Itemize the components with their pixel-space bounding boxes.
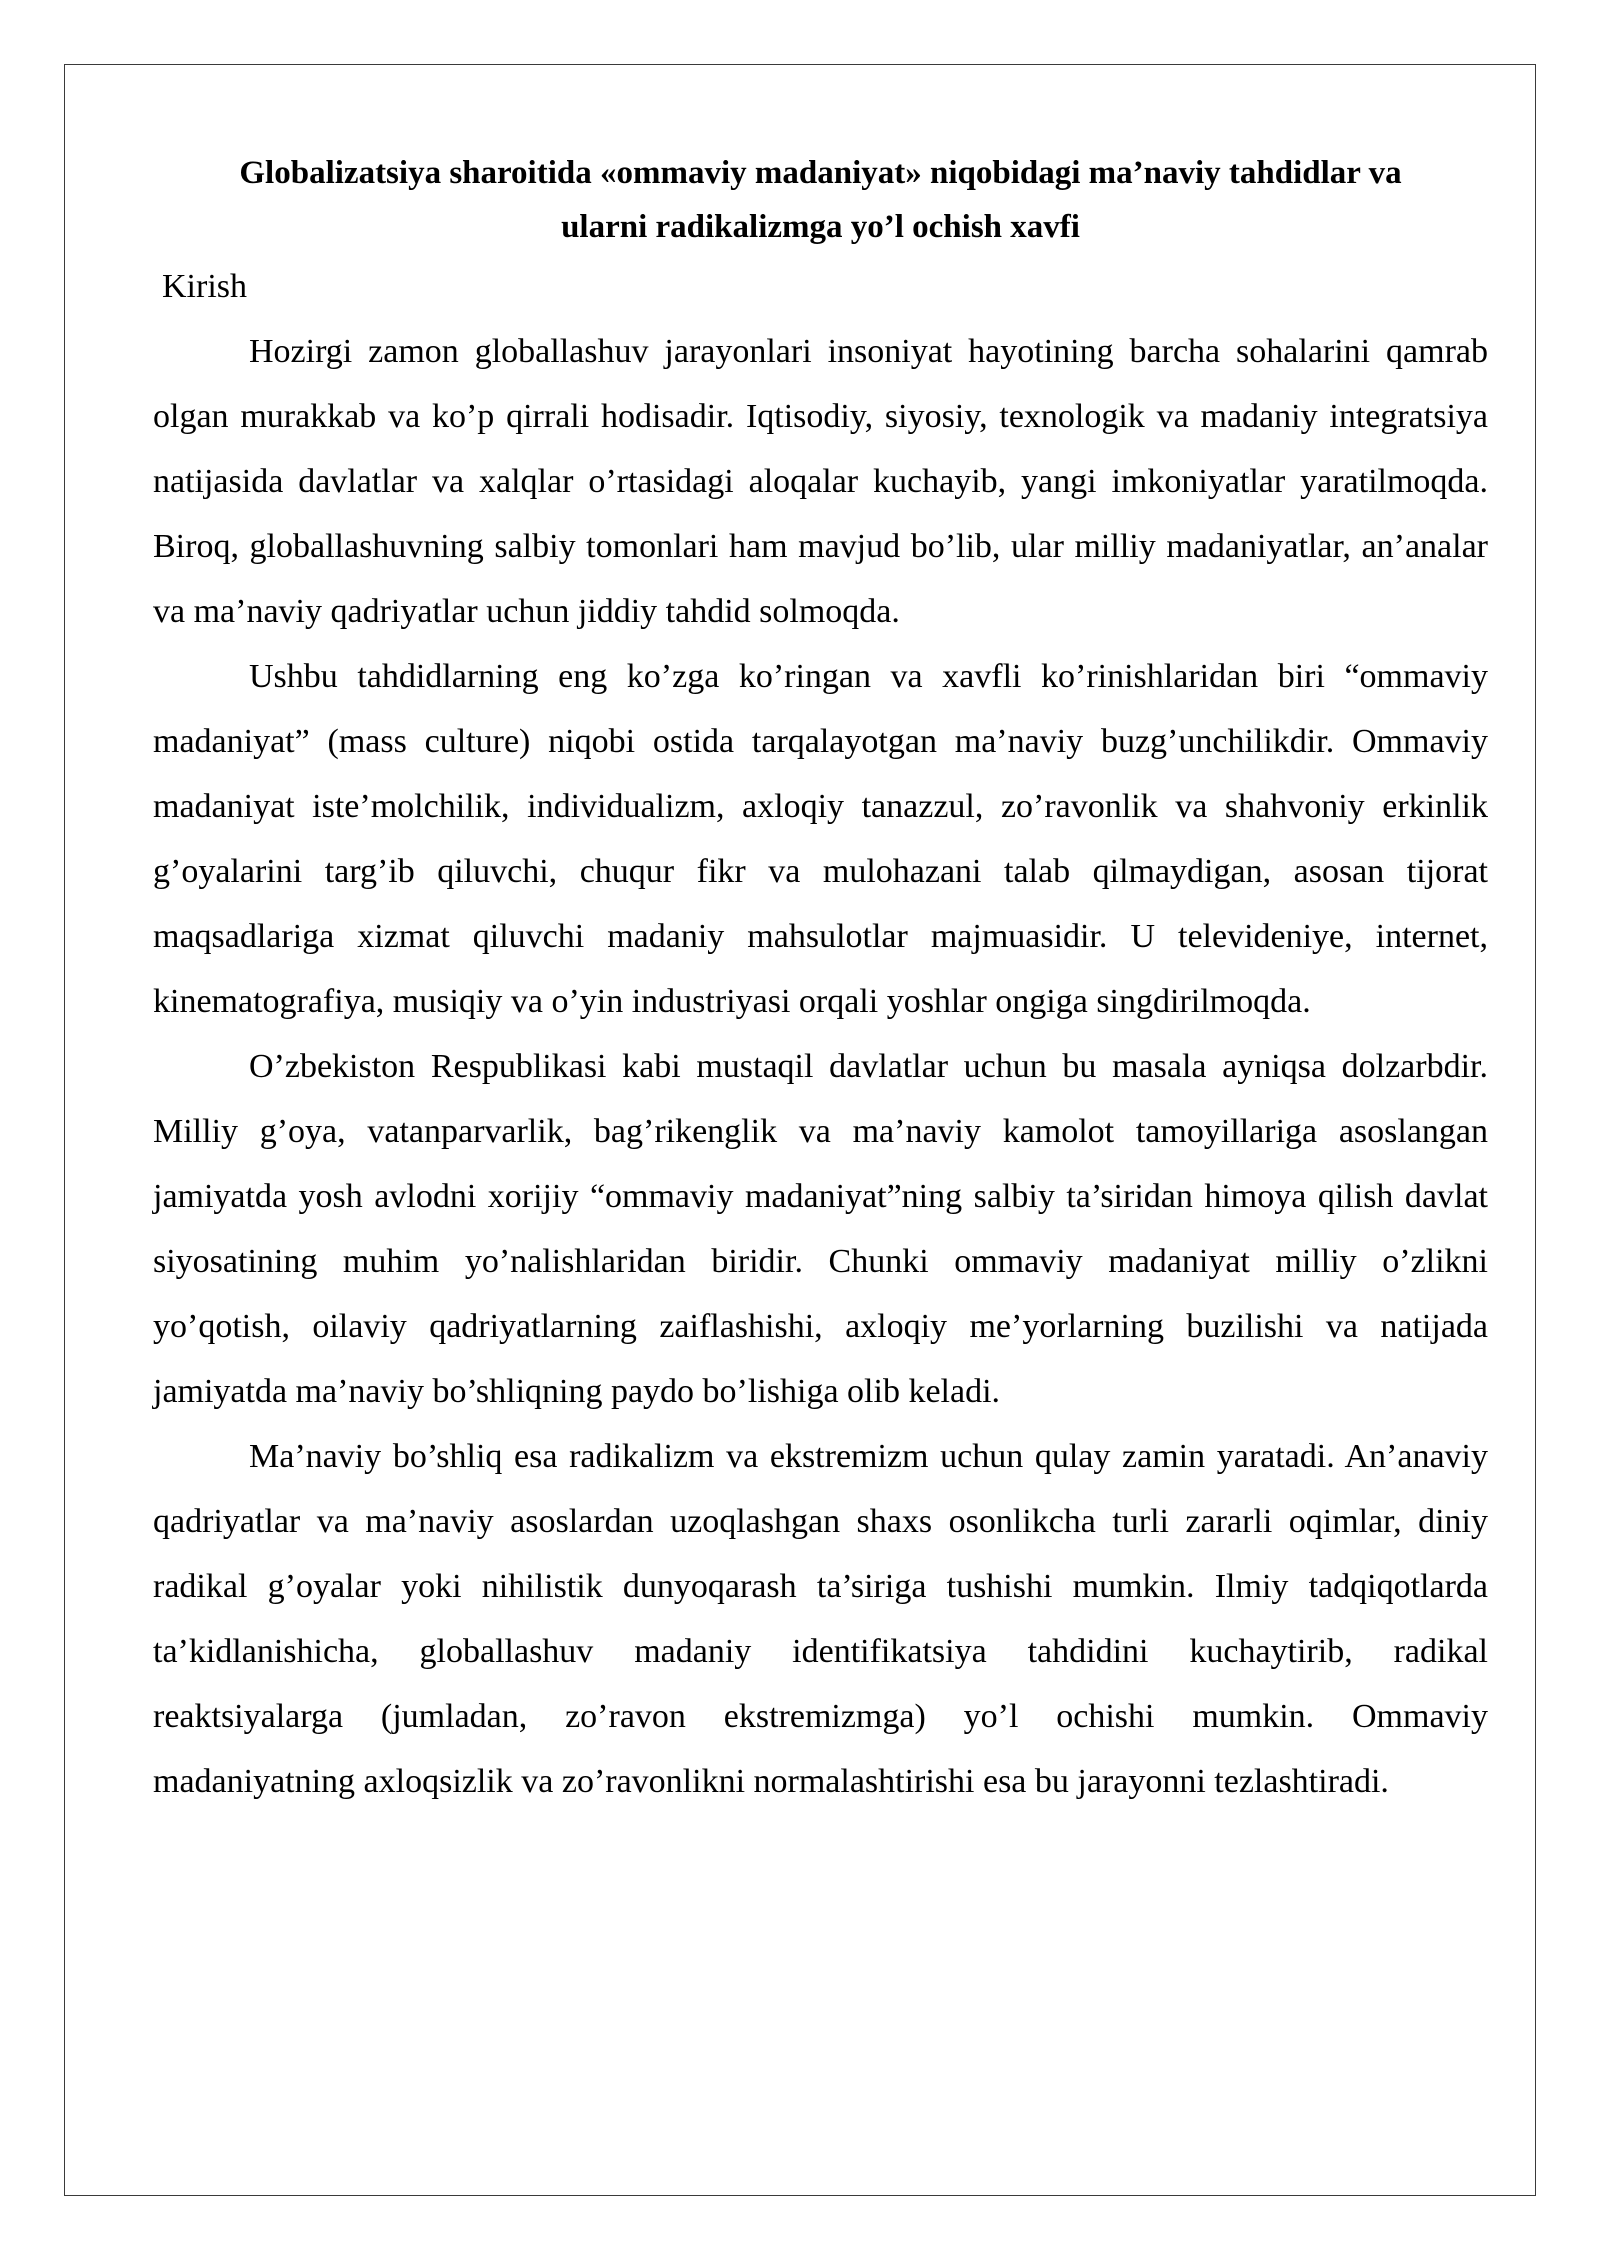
- paragraph-3: O’zbekiston Respublikasi kabi mustaqil davlatlar uchun bu masala ayniqsa dolzarbdir. Milliy g’oya, vatanparvarlik, bag’rikenglik va ma’naviy kamolot tamoyillariga asoslangan jamiyatda yosh avlodni xorijiy “ommaviy madaniyat”ning salbiy ta’siridan himoya qilish davlat siyosatining muhim yo’nalishlaridan biridir. Chunki ommaviy madaniyat milliy o’zlikni yo’qotish, oilaviy qadriyatlarning zaiflashishi, axloqiy me’yorlarning buzilishi va natijada jamiyatda ma’naviy bo’shliqning paydo bo’lishiga olib keladi.: [153, 1048, 1488, 1410]
- document-body: [153, 146, 1488, 1814]
- document-title: [153, 146, 1488, 254]
- title-line-2: ularni radikalizmga yo’l ochish xavfi: [561, 209, 1080, 245]
- paragraph-1: Hozirgi zamon globallashuv jarayonlari insoniyat hayotining barcha sohalarini qamrab olgan murakkab va ko’p qirrali hodisadir. Iqtisodiy, siyosiy, texnologik va madaniy integratsiya natijasida davlatlar va xalqlar o’rtasidagi aloqalar kuchayib, yangi imkoniyatlar yaratilmoqda. Biroq, globallashuvning salbiy tomonlari ham mavjud bo’lib, ular milliy madaniyatlar, an’analar va ma’naviy qadriyatlar uchun jiddiy tahdid solmoqda.: [153, 333, 1488, 630]
- paragraph-2: Ushbu tahdidlarning eng ko’zga ko’ringan va xavfli ko’rinishlaridan biri “ommaviy madaniyat” (mass culture) niqobi ostida tarqalayotgan ma’naviy buzg’unchilikdir. Ommaviy madaniyat iste’molchilik, individualizm, axloqiy tanazzul, zo’ravonlik va shahvoniy erkinlik g’oyalarini targ’ib qiluvchi, chuqur fikr va mulohazani talab qilmaydigan, asosan tijorat maqsadlariga xizmat qiluvchi madaniy mahsulotlar majmuasidir. U televideniye, internet, kinematografiya, musiqiy va o’yin industriyasi orqali yoshlar ongiga singdirilmoqda.: [153, 658, 1488, 1020]
- paragraph-4: Ma’naviy bo’shliq esa radikalizm va ekstremizm uchun qulay zamin yaratadi. An’anaviy qadriyatlar va ma’naviy asoslardan uzoqlashgan shaxs osonlikcha turli zararli oqimlar, diniy radikal g’oyalar yoki nihilistik dunyoqarash ta’siriga tushishi mumkin. Ilmiy tadqiqotlarda ta’kidlanishicha, globallashuv madaniy identifikatsiya tahdidini kuchaytirib, radikal reaktsiyalarga (jumladan, zo’ravon ekstremizmga) yo’l ochishi mumkin. Ommaviy madaniyatning axloqsizlik va zo’ravonlikni normalashtirishi esa bu jarayonni tezlashtiradi.: [153, 1438, 1488, 1800]
- title-line-1: Globalizatsiya sharoitida «ommaviy madaniyat» niqobidagi ma’naviy tahdidlar va: [239, 155, 1402, 191]
- section-heading: Kirish: [162, 268, 247, 305]
